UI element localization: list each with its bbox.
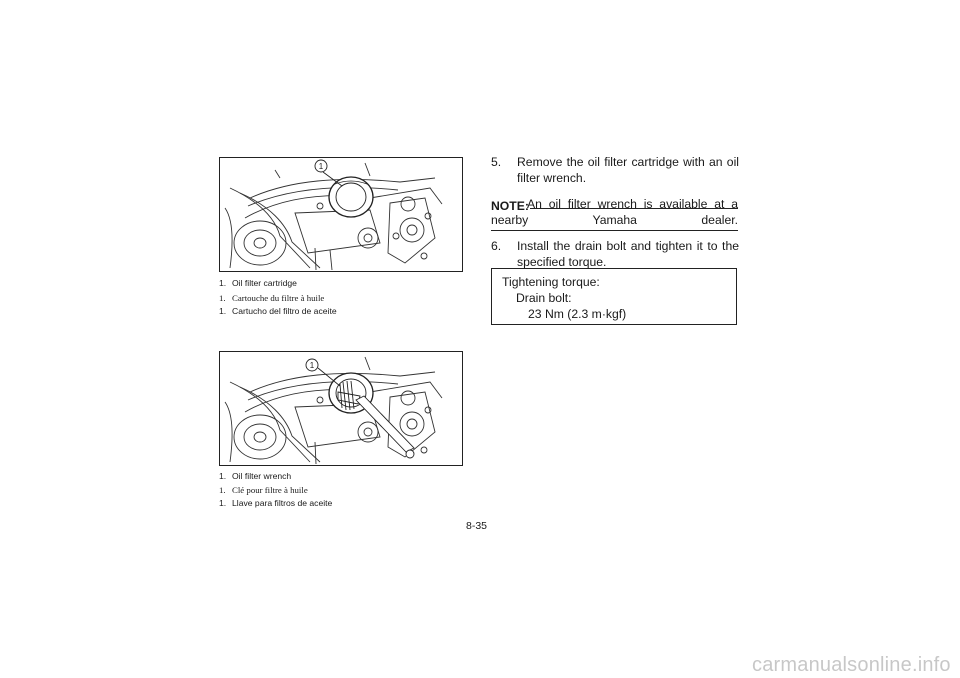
torque-value: 23 Nm (2.3 m·kgf)	[528, 307, 627, 321]
step-6: 6. Install the drain bolt and tighten it to the specified torque.	[491, 239, 739, 269]
torque-item: Drain bolt:	[516, 291, 572, 305]
caption-en: 1. Oil filter wrench	[219, 471, 292, 481]
callout-1: 1	[318, 162, 324, 171]
caption-es: 1. Cartucho del filtro de aceite	[219, 306, 337, 316]
torque-heading: Tightening torque:	[502, 275, 600, 289]
note-text: An oil filter wrench is available at a nearby Yamaha dealer.	[491, 197, 738, 227]
torque-spec-box	[491, 268, 737, 325]
engine-illustration-1	[220, 158, 462, 271]
caption-es: 1. Llave para filtros de aceite	[219, 498, 333, 508]
page-number: 8-35	[466, 520, 488, 532]
caption-en: 1. Oil filter cartridge	[219, 278, 297, 288]
note-end-rule	[491, 230, 738, 231]
engine-illustration-2	[220, 352, 462, 465]
note-label: NOTE:	[491, 199, 529, 213]
step-5: 5. Remove the oil filter cartridge with an oil filter wrench.	[491, 155, 739, 185]
callout-1: 1	[309, 361, 315, 370]
caption-fr: 1. Clé pour filtre à huile	[219, 485, 308, 495]
figure-oil-filter-cartridge	[219, 157, 463, 272]
caption-fr: 1. Cartouche du filtre à huile	[219, 293, 325, 303]
watermark: carmanualsonline.info	[752, 654, 951, 676]
figure-oil-filter-wrench	[219, 351, 463, 466]
